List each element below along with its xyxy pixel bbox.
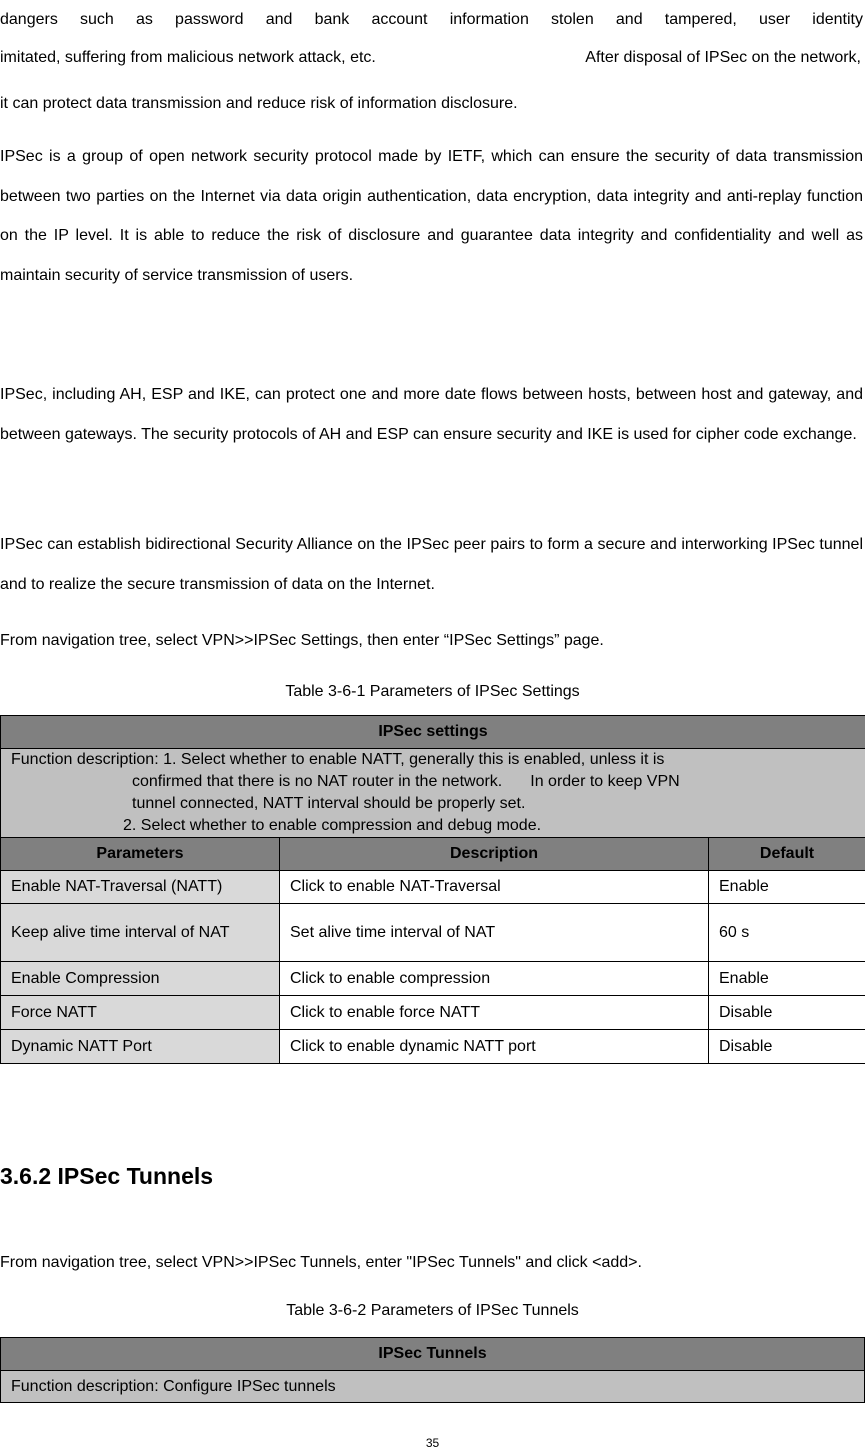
header-default: Default — [709, 838, 865, 871]
ipsec-settings-table — [0, 715, 865, 1064]
table2-title: IPSec Tunnels — [1, 1338, 865, 1371]
desc-cell: Click to enable NAT-Traversal — [280, 871, 709, 904]
table-row — [1, 1030, 865, 1064]
intro-line-2 — [0, 48, 863, 68]
paragraph-ipsec-protocols: IPSec, including AH, ESP and IKE, can protect one and more date flows between hosts, between host and gateway, and between gateways. The security protocols of AH and ESP can ensure security and IKE is used for cipher code exchange. — [0, 386, 863, 443]
ipsec-tunnels-table — [0, 1337, 865, 1403]
table1-caption: Table 3-6-1 Parameters of IPSec Settings — [285, 683, 580, 700]
intro-line-1: dangers such as password and bank account information stolen and tampered, user identity — [0, 11, 863, 28]
param-cell: Enable NAT-Traversal (NATT) — [1, 871, 280, 904]
func-line-2a: confirmed that there is no NAT router in the network. — [132, 773, 503, 790]
desc-cell: Click to enable dynamic NATT port — [280, 1030, 709, 1064]
desc-cell: Click to enable force NATT — [280, 996, 709, 1030]
desc-cell: Set alive time interval of NAT — [280, 904, 709, 962]
intro-line-2a: imitated, suffering from malicious network attack, etc. — [0, 49, 376, 66]
func-line-4: 2. Select whether to enable compression and debug mode. — [123, 817, 542, 834]
section-heading: 3.6.2 IPSec Tunnels — [0, 1163, 214, 1189]
func-line-3: tunnel connected, NATT interval should be properly set. — [132, 795, 526, 812]
table2-caption: Table 3-6-2 Parameters of IPSec Tunnels — [286, 1302, 579, 1319]
table-row — [1, 996, 865, 1030]
default-cell: Disable — [709, 1030, 865, 1064]
section-text: From navigation tree, select VPN>>IPSec Tunnels, enter "IPSec Tunnels" and click <add>. — [0, 1254, 642, 1271]
paragraph-navigation: From navigation tree, select VPN>>IPSec Settings, then enter “IPSec Settings” page. — [0, 632, 604, 649]
table-row — [1, 962, 865, 996]
table-row — [1, 871, 865, 904]
table2-function-description: Function description: Configure IPSec tunnels — [1, 1371, 865, 1403]
table1-function-description — [1, 749, 865, 838]
header-description: Description — [280, 838, 709, 871]
page-number: 35 — [425, 1436, 440, 1450]
table-row — [1, 904, 865, 962]
default-cell: Disable — [709, 996, 865, 1030]
func-line-1: Function description: 1. Select whether to enable NATT, generally this is enabled, unless it is — [11, 751, 665, 768]
default-cell: 60 s — [709, 904, 865, 962]
func-line-2 — [11, 771, 855, 793]
table1-title: IPSec settings — [1, 716, 865, 749]
func-line-2b: In order to keep VPN — [530, 773, 680, 790]
intro-line-3: it can protect data transmission and reduce risk of information disclosure. — [0, 95, 518, 112]
param-cell: Force NATT — [1, 996, 280, 1030]
header-parameters: Parameters — [1, 838, 280, 871]
default-cell: Enable — [709, 962, 865, 996]
desc-cell: Click to enable compression — [280, 962, 709, 996]
param-cell: Dynamic NATT Port — [1, 1030, 280, 1064]
param-cell: Enable Compression — [1, 962, 280, 996]
paragraph-ipsec-definition: IPSec is a group of open network security protocol made by IETF, which can ensure the security of data transmission between two parties on the Internet via data origin authentication, data encryption, data integrity and anti-replay function on the IP level. It is able to reduce the risk of disclosure and guarantee data integrity and confidentiality and well as maintain security of service transmission of users. — [0, 148, 863, 284]
default-cell: Enable — [709, 871, 865, 904]
intro-line-2b: After disposal of IPSec on the network, — [585, 49, 861, 66]
param-cell: Keep alive time interval of NAT — [1, 904, 280, 962]
paragraph-ipsec-tunnel: IPSec can establish bidirectional Security Alliance on the IPSec peer pairs to form a secure and interworking IPSec tunnel and to realize the secure transmission of data on the Internet. — [0, 536, 863, 593]
